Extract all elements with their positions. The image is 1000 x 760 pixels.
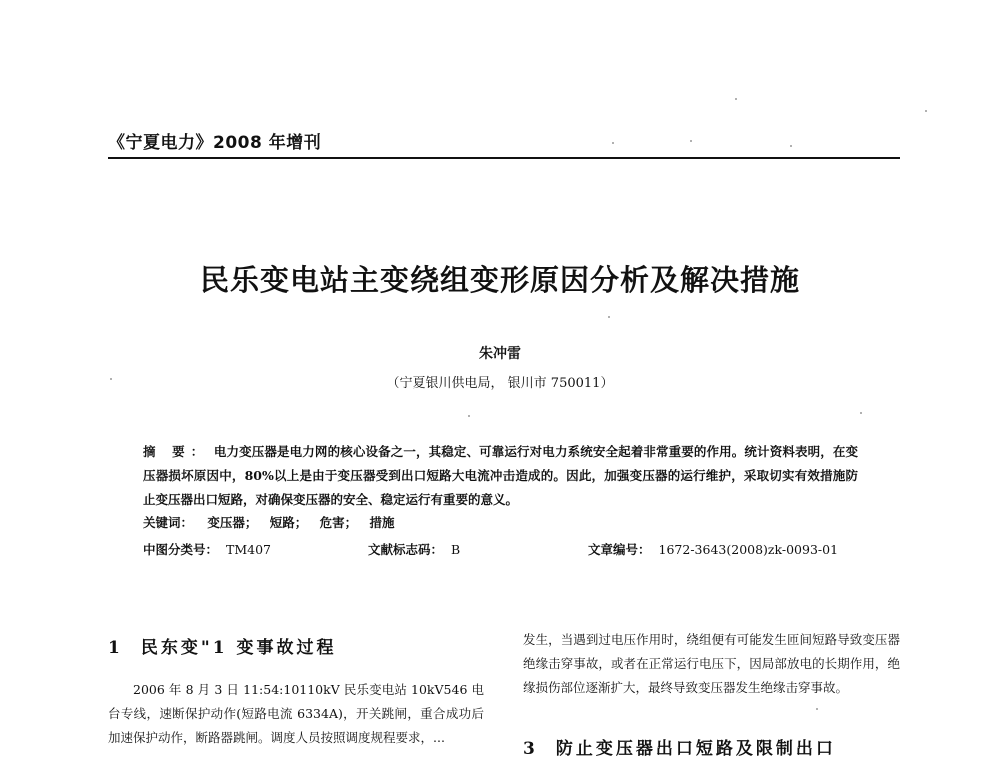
doc-value: B xyxy=(451,542,461,557)
scan-speck xyxy=(468,415,470,417)
abstract-label: 摘 要： xyxy=(143,444,210,459)
article-number xyxy=(588,540,838,558)
keywords-label: 关键词： xyxy=(143,515,194,530)
keyword-item: 短路； xyxy=(269,515,308,530)
section-title: 防止变压器出口短路及限制出口 xyxy=(555,739,836,759)
article-number-value: 1672-3643(2008)zk-0093-01 xyxy=(658,542,839,557)
document-code xyxy=(368,540,460,558)
scan-speck xyxy=(790,145,792,147)
author-affiliation: （宁夏银川供电局， 银川市 750011） xyxy=(386,376,614,391)
scan-speck xyxy=(608,316,610,318)
abstract xyxy=(143,440,858,512)
scan-speck xyxy=(110,378,112,380)
right-column-paragraph: 发生，当遇到过电压作用时，绕组便有可能发生匝间短路导致变压器绝缘击穿事故，或者在正常运行电压下，因局部放电的长期作用，绝缘损伤部位逐渐扩大，最终导致变压器发生绝缘击穿事故。 xyxy=(523,632,900,695)
doc-label: 文献标志码： xyxy=(368,542,444,557)
scan-speck xyxy=(612,142,614,144)
section-3-heading xyxy=(523,734,836,759)
author-name: 朱冲雷 xyxy=(479,346,521,362)
abstract-text: 电力变压器是电力网的核心设备之一，其稳定、可靠运行对电力系统安全起着非常重要的作用。统计资料表明，在变压器损坏原因中，80%以上是由于变压器受到出口短路大电流冲击造成的。因此，加强变压器的运行维护，采取切实有效措施防止变压器出口短路，对确保变压器的安全、稳定运行有重要的意义。 xyxy=(143,444,858,507)
scan-speck xyxy=(690,140,692,142)
section-1-paragraph: 2006 年 8 月 3 日 11:54:10110kV 民乐变电站 10kV546 电台专线，速断保护动作(短路电流 6334A)，开关跳闸，重合成功后加速保护动作，断路器跳闸。调度人员按照调度规程要求，... xyxy=(108,682,484,745)
article-title: 民乐变电站主变绕组变形原因分析及解决措施 xyxy=(199,263,800,297)
journal-header: 《宁夏电力》2008 年增刊 xyxy=(108,133,322,153)
clc-label: 中图分类号： xyxy=(143,542,219,557)
scan-speck xyxy=(816,708,818,710)
header-rule xyxy=(108,157,900,159)
clc-value: TM407 xyxy=(226,542,272,557)
section-title: 民东变"1 变事故过程 xyxy=(140,638,337,658)
section-number: 3 xyxy=(523,739,538,759)
keywords xyxy=(143,513,403,531)
scan-speck xyxy=(925,110,927,112)
keyword-item: 变压器； xyxy=(207,515,258,530)
scan-speck xyxy=(860,412,862,414)
section-1-heading xyxy=(108,633,336,658)
keyword-item: 措施 xyxy=(369,515,395,530)
keyword-item: 危害； xyxy=(319,515,358,530)
clc-number xyxy=(143,540,271,558)
section-number: 1 xyxy=(108,638,123,658)
scan-speck xyxy=(735,98,737,100)
article-number-label: 文章编号： xyxy=(588,542,651,557)
